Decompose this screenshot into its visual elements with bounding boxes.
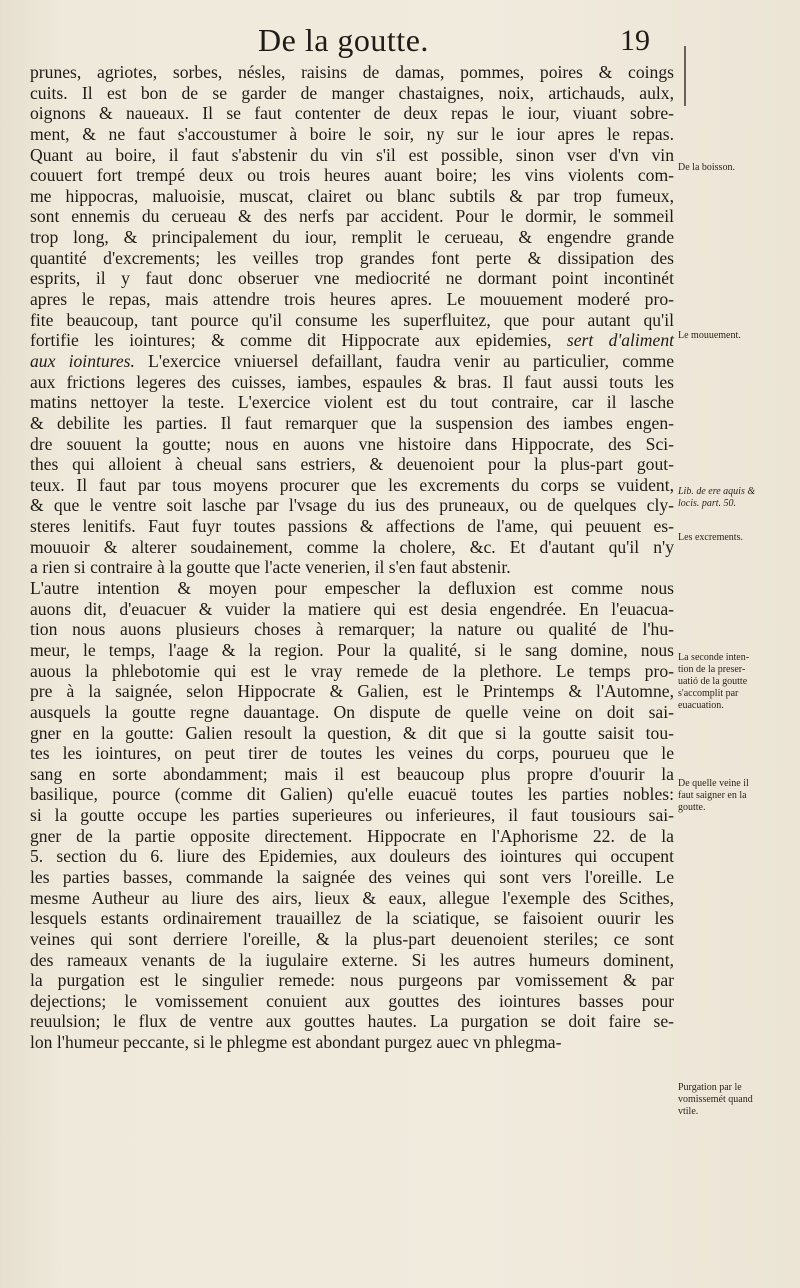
margin-note-text: Le mouuement. (678, 330, 741, 341)
text-line: me hippocras, maluoisie, muscat, clairet ou blanc subtils & par trop fumeux, (30, 185, 674, 206)
margin-note-purgation (678, 1082, 796, 1118)
margin-note-text: goutte. (678, 802, 706, 813)
page-number: 19 (620, 24, 650, 57)
text-line: auons dit, d'euacuer & vuider la matiere qui est desia engendrée. En l'euacua- (30, 598, 674, 619)
text-line: veines qui sont derriere l'oreille, & la plus-part deuenoient steriles; ce sont (30, 928, 674, 949)
text-line: des rameaux venants de la iugulaire externe. Si les autres humeurs dominent, (30, 949, 674, 970)
text-line: tes les iointures, on peut tirer de toutes les veines du corps, pourueu que le (30, 743, 674, 764)
text-line: tion nous auons plusieurs choses à remarquer; la nature ou qualité de l'hu- (30, 619, 674, 640)
text-line: aux iointures. L'exercice vniuersel defaillant, faudra venir au particulier, comme (30, 350, 675, 371)
page-header (0, 18, 800, 64)
margin-rule (684, 46, 686, 106)
text-line: meur, le temps, l'aage & la region. Pour la qualité, si le sang domine, nous (30, 639, 674, 660)
text-line: gner en la goutte: Galien resoult la question, & dit que si la goutte saisit tou- (30, 722, 674, 743)
text-line: esprits, il y faut donc obseruer vne mediocrité ne dormant point incontinét (30, 268, 674, 289)
margin-note-text: tion de la preser- (678, 664, 746, 675)
text-line: ment, & ne faut s'accoustumer à boire le soir, ny sur le iour apres le repas. (30, 123, 674, 144)
margin-note-text: La seconde inten- (678, 652, 750, 663)
text-line: sang en sorte abondamment; mais il est beaucoup plus propre d'ouurir la (30, 763, 674, 784)
margin-note-text: euacuation. (678, 700, 724, 711)
text-line: thes qui alloient à cheual sans estriers, & deuenoient pour la plus-part gout- (30, 454, 674, 475)
text-line: dre souuent la goutte; nous en auons vne histoire dans Hippocrate, des Sci- (30, 433, 674, 454)
text-line: mouuoir & alterer soudainement, comme la cholere, &c. Et d'autant qu'il n'y (30, 536, 674, 557)
text-line: cuits. Il est bon de se garder de manger chastaignes, noix, artichauds, aulx, (30, 82, 674, 103)
text-line: reuulsion; le flux de ventre aux gouttes hautes. La purgation se doit faire se- (30, 1011, 674, 1032)
text-line: quantité d'excrements; les veilles trop grandes font perte & dissipation des (30, 247, 674, 268)
margin-note-text: vtile. (678, 1106, 699, 1117)
text-line: mesme Autheur au liure des airs, lieux & eaux, allegue l'exemple des Scithes, (30, 887, 674, 908)
body-text (30, 62, 674, 1053)
text-line: la purgation est le singulier remede: nous purgeons par vomissement & par (30, 970, 674, 991)
text-line: fite beaucoup, tant pource qu'il consume les superfluitez, que pour autant qu'il (30, 309, 674, 330)
text-line: couuert fort trempé deux ou trois heures auant boire; les vins violents com- (30, 165, 674, 186)
text-line: sont ennemis du cerueau & des nerfs par accident. Pour le dormir, le sommeil (30, 206, 674, 227)
text-line: auous la phlebotomie qui est le vray remede de la plethore. Le temps pro- (30, 660, 674, 681)
margin-note-text: Les excrements. (678, 532, 743, 543)
text-line: matins nettoyer la teste. L'exercice violent est du tout contraire, car il lasche (30, 392, 674, 413)
text-line: gner de la partie opposite directement. Hippocrate en l'Aphorisme 22. de la (30, 825, 674, 846)
text-line: aux frictions legeres des cuisses, iambes, espaules & bras. Il faut aussi touts les (30, 371, 674, 392)
text-line: lon l'humeur peccante, si le phlegme est abondant purgez auec vn phlegma- (30, 1032, 562, 1053)
margin-note-text: s'accomplit par (678, 688, 739, 699)
margin-note-text: De quelle veine il (678, 778, 749, 789)
text-line: teux. Il faut par tous moyens procurer que les excrements du corps se vuident, (30, 474, 674, 495)
text-line: les parties basses, commande la saignée des veines qui sont vers l'oreille. Le (30, 866, 674, 887)
text-line: steres lenitifs. Faut fuyr toutes passions & affections de l'ame, qui peuuent es- (30, 516, 674, 537)
running-title: De la goutte. (258, 22, 429, 58)
margin-note-text: faut saigner en la (678, 790, 747, 801)
text-line: & que le ventre soit lasche par l'vsage du ius des pruneaux, ou de quelques cly- (30, 495, 674, 516)
margin-note-excrements (678, 532, 796, 544)
text-line: L'autre intention & moyen pour empescher la defluxion est comme nous (30, 578, 674, 599)
text-line: & debilite les parties. Il faut remarquer que la suspension des iambes engen- (30, 412, 674, 433)
margin-note-text: vomissemét quand (678, 1094, 753, 1105)
text-line: 5. section du 6. liure des Epidemies, aux douleurs des iointures qui occupent (30, 846, 674, 867)
text-line: pre à la saignée, selon Hippocrate & Galien, est le Printemps & l'Automne, (30, 681, 674, 702)
margin-note-citation (678, 486, 796, 510)
margin-note-quelle-veine (678, 778, 796, 814)
text-line: basilique, pource (comme dit Galien) qu'elle euacuë toutes les parties nobles: (30, 784, 674, 805)
text-line: trop long, & principalement du iour, remplit le cerueau, & engendre grande (30, 227, 674, 248)
text-line: apres le repas, mais attendre trois heures apres. Le mouuement moderé pro- (30, 289, 674, 310)
margin-note-text: De la boisson. (678, 162, 735, 173)
text-line: lesquels estants ordinairement trauaillez de la sciatique, se faisoient ouurir les (30, 908, 674, 929)
text-line: ausquels la goutte regne dauantage. On dispute de quelle veine on doit sai- (30, 701, 674, 722)
margin-note-seconde-intention (678, 652, 796, 712)
text-line: prunes, agriotes, sorbes, nésles, raisins de damas, pommes, poires & coings (30, 62, 674, 82)
margin-note-mouuement (678, 330, 796, 342)
text-line: oignons & naueaux. Il se faut contenter de deux repas le iour, viuant sobre- (30, 103, 674, 124)
margin-note-text: Lib. de ere aquis & (678, 486, 756, 497)
margin-note-text: Purgation par le (678, 1082, 742, 1093)
margin-note-boisson (678, 162, 796, 174)
text-line: dejections; le vomissement conuient aux gouttes des iointures basses pour (30, 990, 674, 1011)
text-line: Quant au boire, il faut s'abstenir du vin s'il est possible, sinon vser d'vn vin (30, 144, 674, 165)
text-line: fortifie les iointures; & comme dit Hippocrate aux epidemies, sert d'aliment (30, 330, 675, 351)
margin-note-text: uatió de la goutte (678, 676, 748, 687)
margin-note-text: locis. part. 50. (678, 498, 737, 509)
text-line: a rien si contraire à la goutte que l'acte venerien, il s'en faut abstenir. (30, 557, 511, 578)
text-line: si la goutte occupe les parties superieures ou inferieures, il faut tousiours sai- (30, 805, 674, 826)
